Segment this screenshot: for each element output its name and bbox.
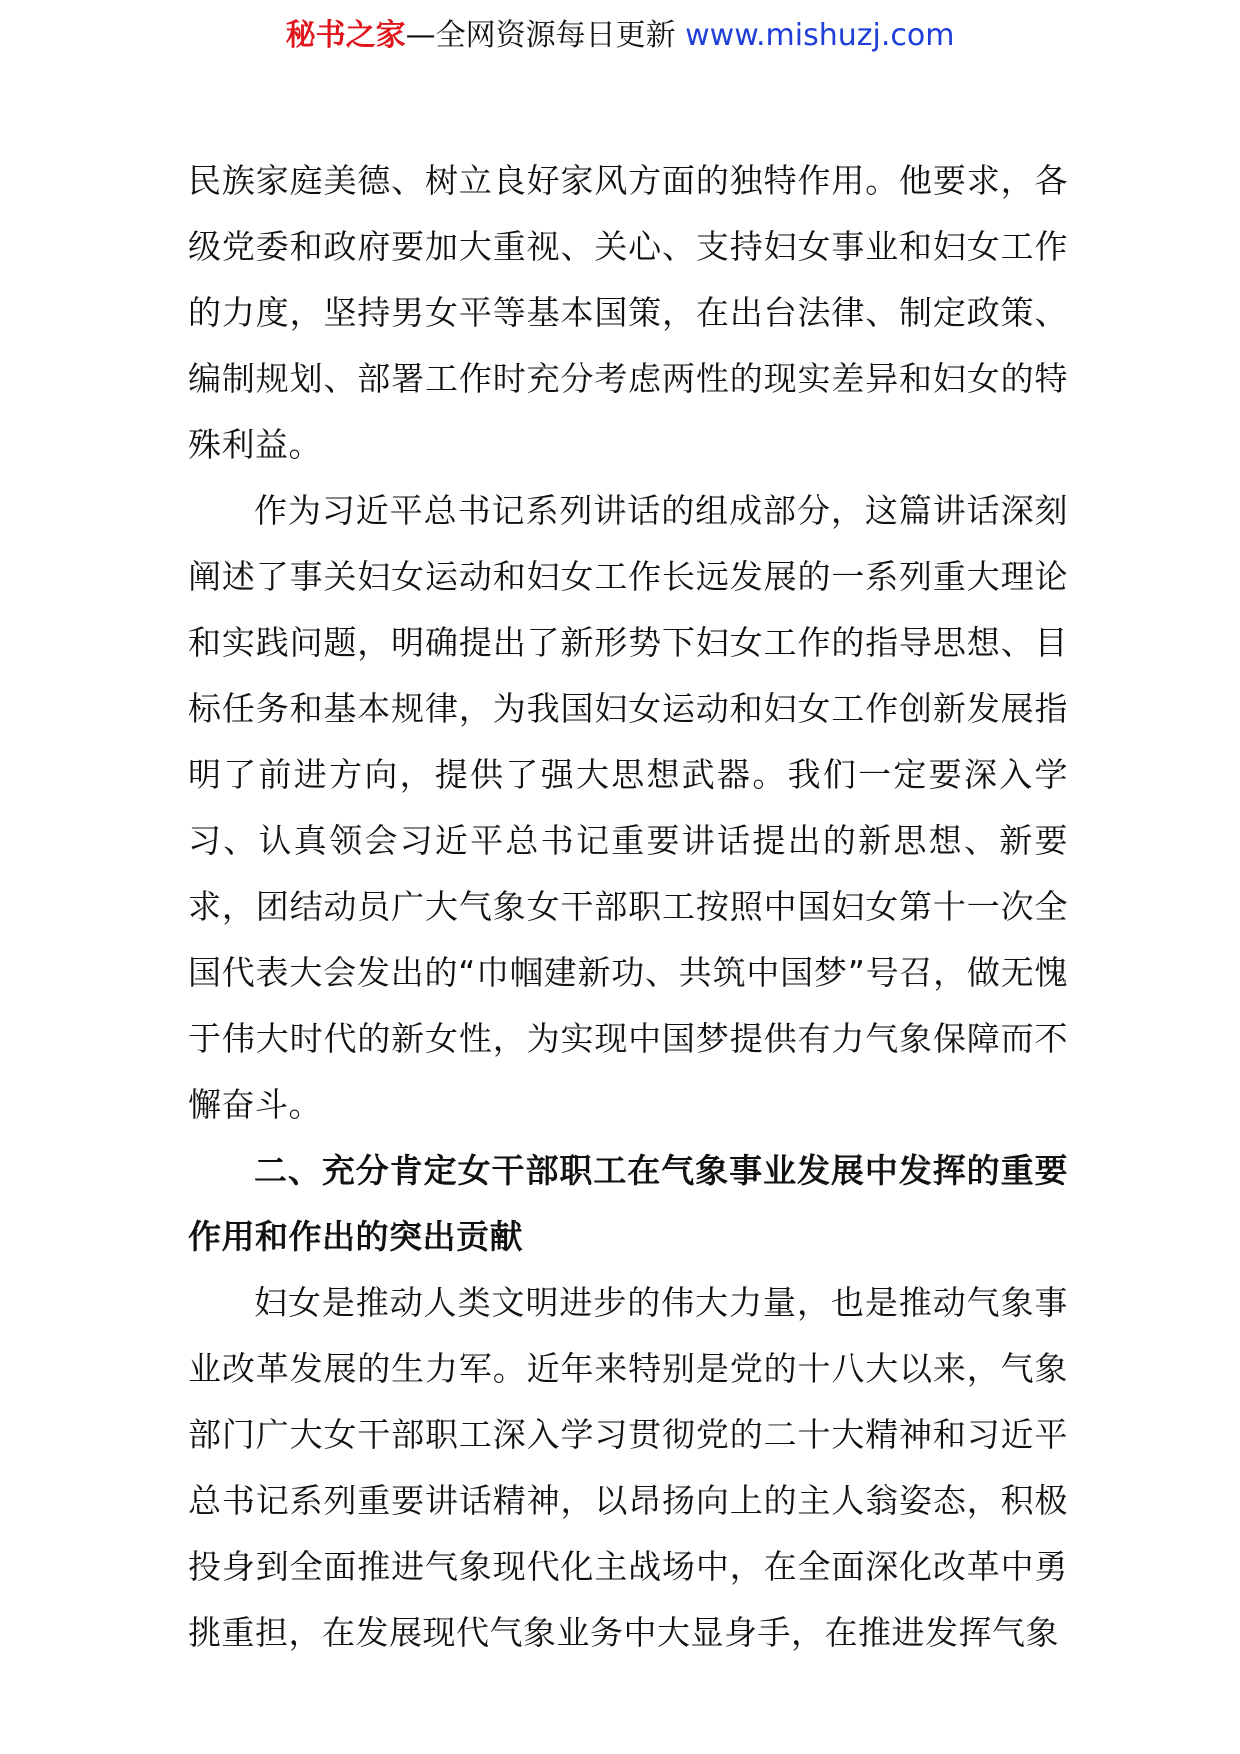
- paragraph: 民族家庭美德、树立良好家风方面的独特作用。他要求，各级党委和政府要加大重视、关心、支持妇女事业和妇女工作的力度，坚持男女平等基本国策，在出台法律、制定政策、编制规划、部署工作时充分考虑两性的现实差异和妇女的特殊利益。: [188, 161, 1068, 464]
- paragraph: 作为习近平总书记系列讲话的组成部分，这篇讲话深刻阐述了事关妇女运动和妇女工作长远发展的一系列重大理论和实践问题，明确提出了新形势下妇女工作的指导思想、目标任务和基本规律，为我国妇女运动和妇女工作创新发展指明了前进方向，提供了强大思想武器。我们一定要深入学习、认真领会习近平总书记重要讲话提出的新思想、新要求，团结动员广大气象女干部职工按照中国妇女第十一次全国代表大会发出的“巾帼建新功、共筑中国梦”号召，做无愧于伟大时代的新女性，为实现中国梦提供有力气象保障而不懈奋斗。: [188, 491, 1068, 1124]
- document-body: [188, 148, 1068, 1666]
- site-header: [0, 14, 1240, 58]
- section-heading: 二、充分肯定女干部职工在气象事业发展中发挥的重要作用和作出的突出贡献: [188, 1151, 1068, 1256]
- site-url-link[interactable]: www.mishuzj.com: [685, 18, 955, 53]
- paragraph: 妇女是推动人类文明进步的伟大力量，也是推动气象事业改革发展的生力军。近年来特别是党的十八大以来，气象部门广大女干部职工深入学习贯彻党的二十大精神和习近平总书记系列重要讲话精神，以昂扬向上的主人翁姿态，积极投身到全面推进气象现代化主战场中，在全面深化改革中勇挑重担，在发展现代气象业务中大显身手，在推进发挥气象: [188, 1283, 1068, 1652]
- site-tagline: —全网资源每日更新: [405, 18, 686, 53]
- site-brand: 秘书之家: [285, 18, 406, 53]
